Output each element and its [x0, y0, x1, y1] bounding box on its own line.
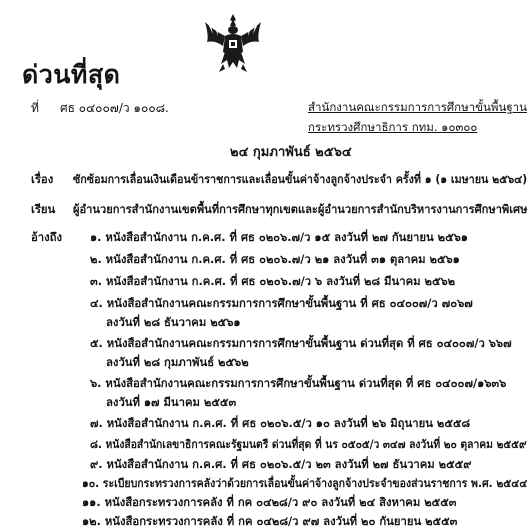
references-label: อ้างถึง [31, 231, 63, 244]
ref-line: ๑. หนังสือสำนักงาน ก.ค.ศ. ที่ ศธ ๐๒๐๖.๗/ว ๑๕ ลงวันที่ ๒๗ กันยายน ๒๕๖๑ [90, 231, 468, 244]
ref-line: ๑๐. ระเบียบกระทรวงการคลังว่าด้วยการเลื่อนขั้นค่าจ้างลูกจ้างประจำของส่วนราชการ พ.ศ. ๒๕๔๔ [82, 477, 528, 490]
ref-line: ๑๒. หนังสือกระทรวงการคลัง ที่ กค ๐๔๒๘/ว ๙๗ ลงวันที่ ๒๐ กันยายน ๒๕๕๓ [82, 515, 458, 528]
office-name: สำนักงานคณะกรรมการการศึกษาขั้นพื้นฐาน [308, 100, 527, 114]
office-address: กระทรวงศึกษาธิการ กทม. ๑๐๓๐๐ [308, 120, 478, 134]
ref-line: ๙. หนังสือสำนักงาน ก.ค.ศ. ที่ ศธ ๐๒๐๖.๕/ว ๒๓ ลงวันที่ ๒๗ ธันวาคม ๒๕๕๙ [90, 458, 472, 471]
subject-label: เรื่อง [31, 173, 54, 186]
recipient-text: ผู้อำนวยการสำนักงานเขตพื้นที่การศึกษาทุกเขตและผู้อำนวยการสำนักบริหารงานการศึกษาพิเศษ [73, 203, 528, 216]
garuda-emblem-icon [203, 12, 263, 74]
recipient-label: เรียน [31, 203, 56, 216]
doc-number: ศธ ๐๔๐๐๗/ว ๑๐๐๘. [60, 101, 169, 115]
urgency-label: ด่วนที่สุด [22, 60, 121, 89]
doc-number-label: ที่ [31, 101, 39, 115]
ref-line: ๑๑. หนังสือกระทรวงการคลัง ที่ กค ๐๔๒๘/ว ๙๐ ลงวันที่ ๒๔ สิงหาคม ๒๕๕๓ [82, 496, 457, 509]
ref-line: ๗. หนังสือสำนักงาน ก.ค.ศ. ที่ ศธ ๐๒๐๖.๕/ว ๑๐ ลงวันที่ ๒๖ มิถุนายน ๒๕๕๘ [90, 417, 471, 430]
ref-line: ลงวันที่ ๒๘ กุมภาพันธ์ ๒๕๖๒ [106, 356, 249, 369]
ref-line: ๒. หนังสือสำนักงาน ก.ค.ศ. ที่ ศธ ๐๒๐๖.๗/ว ๒๑ ลงวันที่ ๓๑ ตุลาคม ๒๕๖๑ [90, 253, 460, 266]
ref-line: ๓. หนังสือสำนักงาน ก.ค.ศ. ที่ ศธ ๐๒๐๖.๗/ว ๖ ลงวันที่ ๒๘ มีนาคม ๒๕๖๒ [90, 275, 456, 288]
ref-line: ๔. หนังสือสำนักงานคณะกรรมการการศึกษาขั้นพื้นฐาน ที่ ศธ ๐๔๐๐๗/ว ๗๐๖๗ [90, 297, 473, 310]
ref-line: ๖. หนังสือสำนักงานคณะกรรมการการศึกษาขั้นพื้นฐาน ด่วนที่สุด ที่ ศธ ๐๔๐๐๗/๑๖๓๖ [90, 377, 507, 390]
ref-line: ๘. หนังสือสำนักเลขาธิการคณะรัฐมนตรี ด่วนที่สุด ที่ นร ๐๕๐๕/ว ๓๔๗ ลงวันที่ ๒๐ ตุลาคม ๒๕๕๙ [90, 438, 527, 451]
ref-line: ลงวันที่ ๒๘ ธันวาคม ๒๕๖๑ [106, 316, 241, 329]
document-date: ๒๔ กุมภาพันธ์ ๒๕๖๔ [230, 145, 352, 160]
ref-line: ๕. หนังสือสำนักงานคณะกรรมการการศึกษาขั้นพื้นฐาน ด่วนที่สุด ที่ ศธ ๐๔๐๐๗/ว ๖๖๗ [90, 337, 512, 350]
subject-text: ซักซ้อมการเลื่อนเงินเดือนข้าราชการและเลื่อนขั้นค่าจ้างลูกจ้างประจำ ครั้งที่ ๑ (๑ เมษายน ๒๕๖๔) [73, 173, 528, 186]
ref-line: ลงวันที่ ๑๗ มีนาคม ๒๕๕๓ [106, 396, 237, 409]
